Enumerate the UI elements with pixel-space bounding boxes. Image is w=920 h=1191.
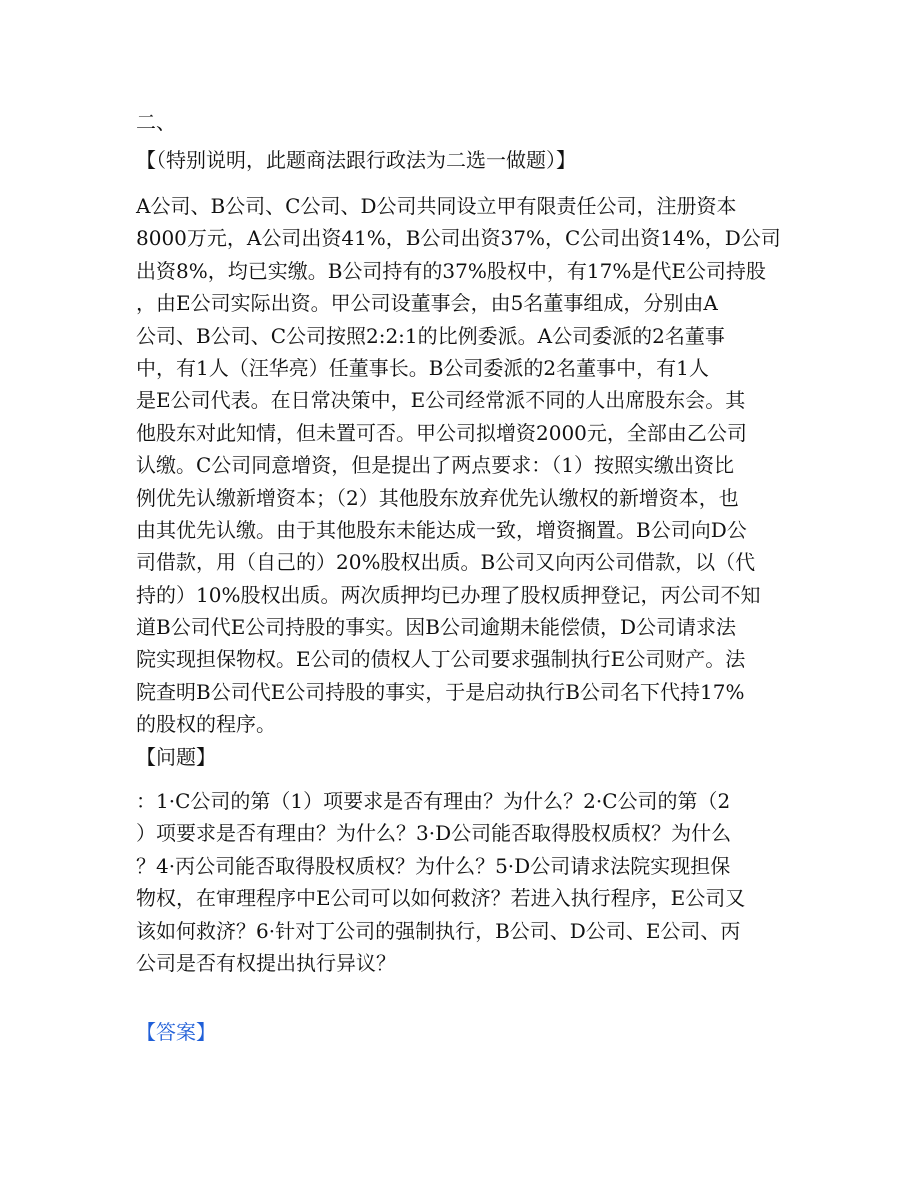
section-number: 二、 <box>136 110 176 134</box>
case-line: 的股权的程序。 <box>136 712 276 737</box>
case-line: 院查明B公司代E公司持股的事实，于是启动执行B公司名下代持17% <box>136 679 745 704</box>
question-line: ：1·C公司的第（1）项要求是否有理由？为什么？2·C公司的第（2 <box>136 789 731 813</box>
case-line: A公司、B公司、C公司、D公司共同设立甲有限责任公司，注册资本 <box>136 194 737 218</box>
question-line: ？4·丙公司能否取得股权质权？为什么？5·D公司请求法院实现担保 <box>136 853 731 878</box>
case-line: 持的）10%股权出质。两次质押均已办理了股权质押登记，丙公司不知 <box>136 582 761 607</box>
case-line: ，由E公司实际出资。甲公司设董事会，由5名董事组成，分别由A <box>136 291 718 316</box>
case-line: 中，有1人（汪华亮）任董事长。B公司委派的2名董事中，有1人 <box>136 355 709 380</box>
case-line: 是E公司代表。在日常决策中，E公司经常派不同的人出席股东会。其 <box>136 388 746 413</box>
special-note: 【（特别说明，此题商法跟行政法为二选一做题）】 <box>136 148 576 172</box>
case-line: 司借款，用（自己的）20%股权出质。B公司又向丙公司借款，以（代 <box>136 550 756 575</box>
question-label: 【问题】 <box>136 745 216 769</box>
case-line: 院实现担保物权。E公司的债权人丁公司要求强制执行E公司财产。法 <box>136 647 746 672</box>
question-line: 公司是否有权提出执行异议？ <box>136 950 396 975</box>
question-line: ）项要求是否有理由？为什么？3·D公司能否取得股权质权？为什么 <box>136 821 732 846</box>
case-line: 由其优先认缴。由于其他股东未能达成一致，增资搁置。B公司向D公 <box>136 517 747 542</box>
case-line: 出资8%，均已实缴。B公司持有的37%股权中，有17%是代E公司持股 <box>136 258 766 283</box>
question-line: 物权，在审理程序中E公司可以如何救济？若进入执行程序，E公司又 <box>136 886 746 911</box>
question-line: 该如何救济？6·针对丁公司的强制执行，B公司、D公司、E公司、丙 <box>136 918 741 943</box>
case-line: 8000万元，A公司出资41%，B公司出资37%，C公司出资14%，D公司 <box>136 226 781 251</box>
case-description <box>136 190 784 741</box>
case-line: 道B公司代E公司持股的事实。因B公司逾期未能偿债，D公司请求法 <box>136 615 737 640</box>
case-line: 他股东对此知情，但未置可否。甲公司拟增资2000元，全部由乙公司 <box>136 420 747 445</box>
case-line: 公司、B公司、C公司按照2:2:1的比例委派。A公司委派的2名董事 <box>136 323 725 348</box>
question-list <box>136 785 784 979</box>
answer-label: 【答案】 <box>136 1020 216 1044</box>
case-line: 例优先认缴新增资本；（2）其他股东放弃优先认缴权的新增资本，也 <box>136 485 739 510</box>
case-line: 认缴。C公司同意增资，但是提出了两点要求：（1）按照实缴出资比 <box>136 453 735 478</box>
